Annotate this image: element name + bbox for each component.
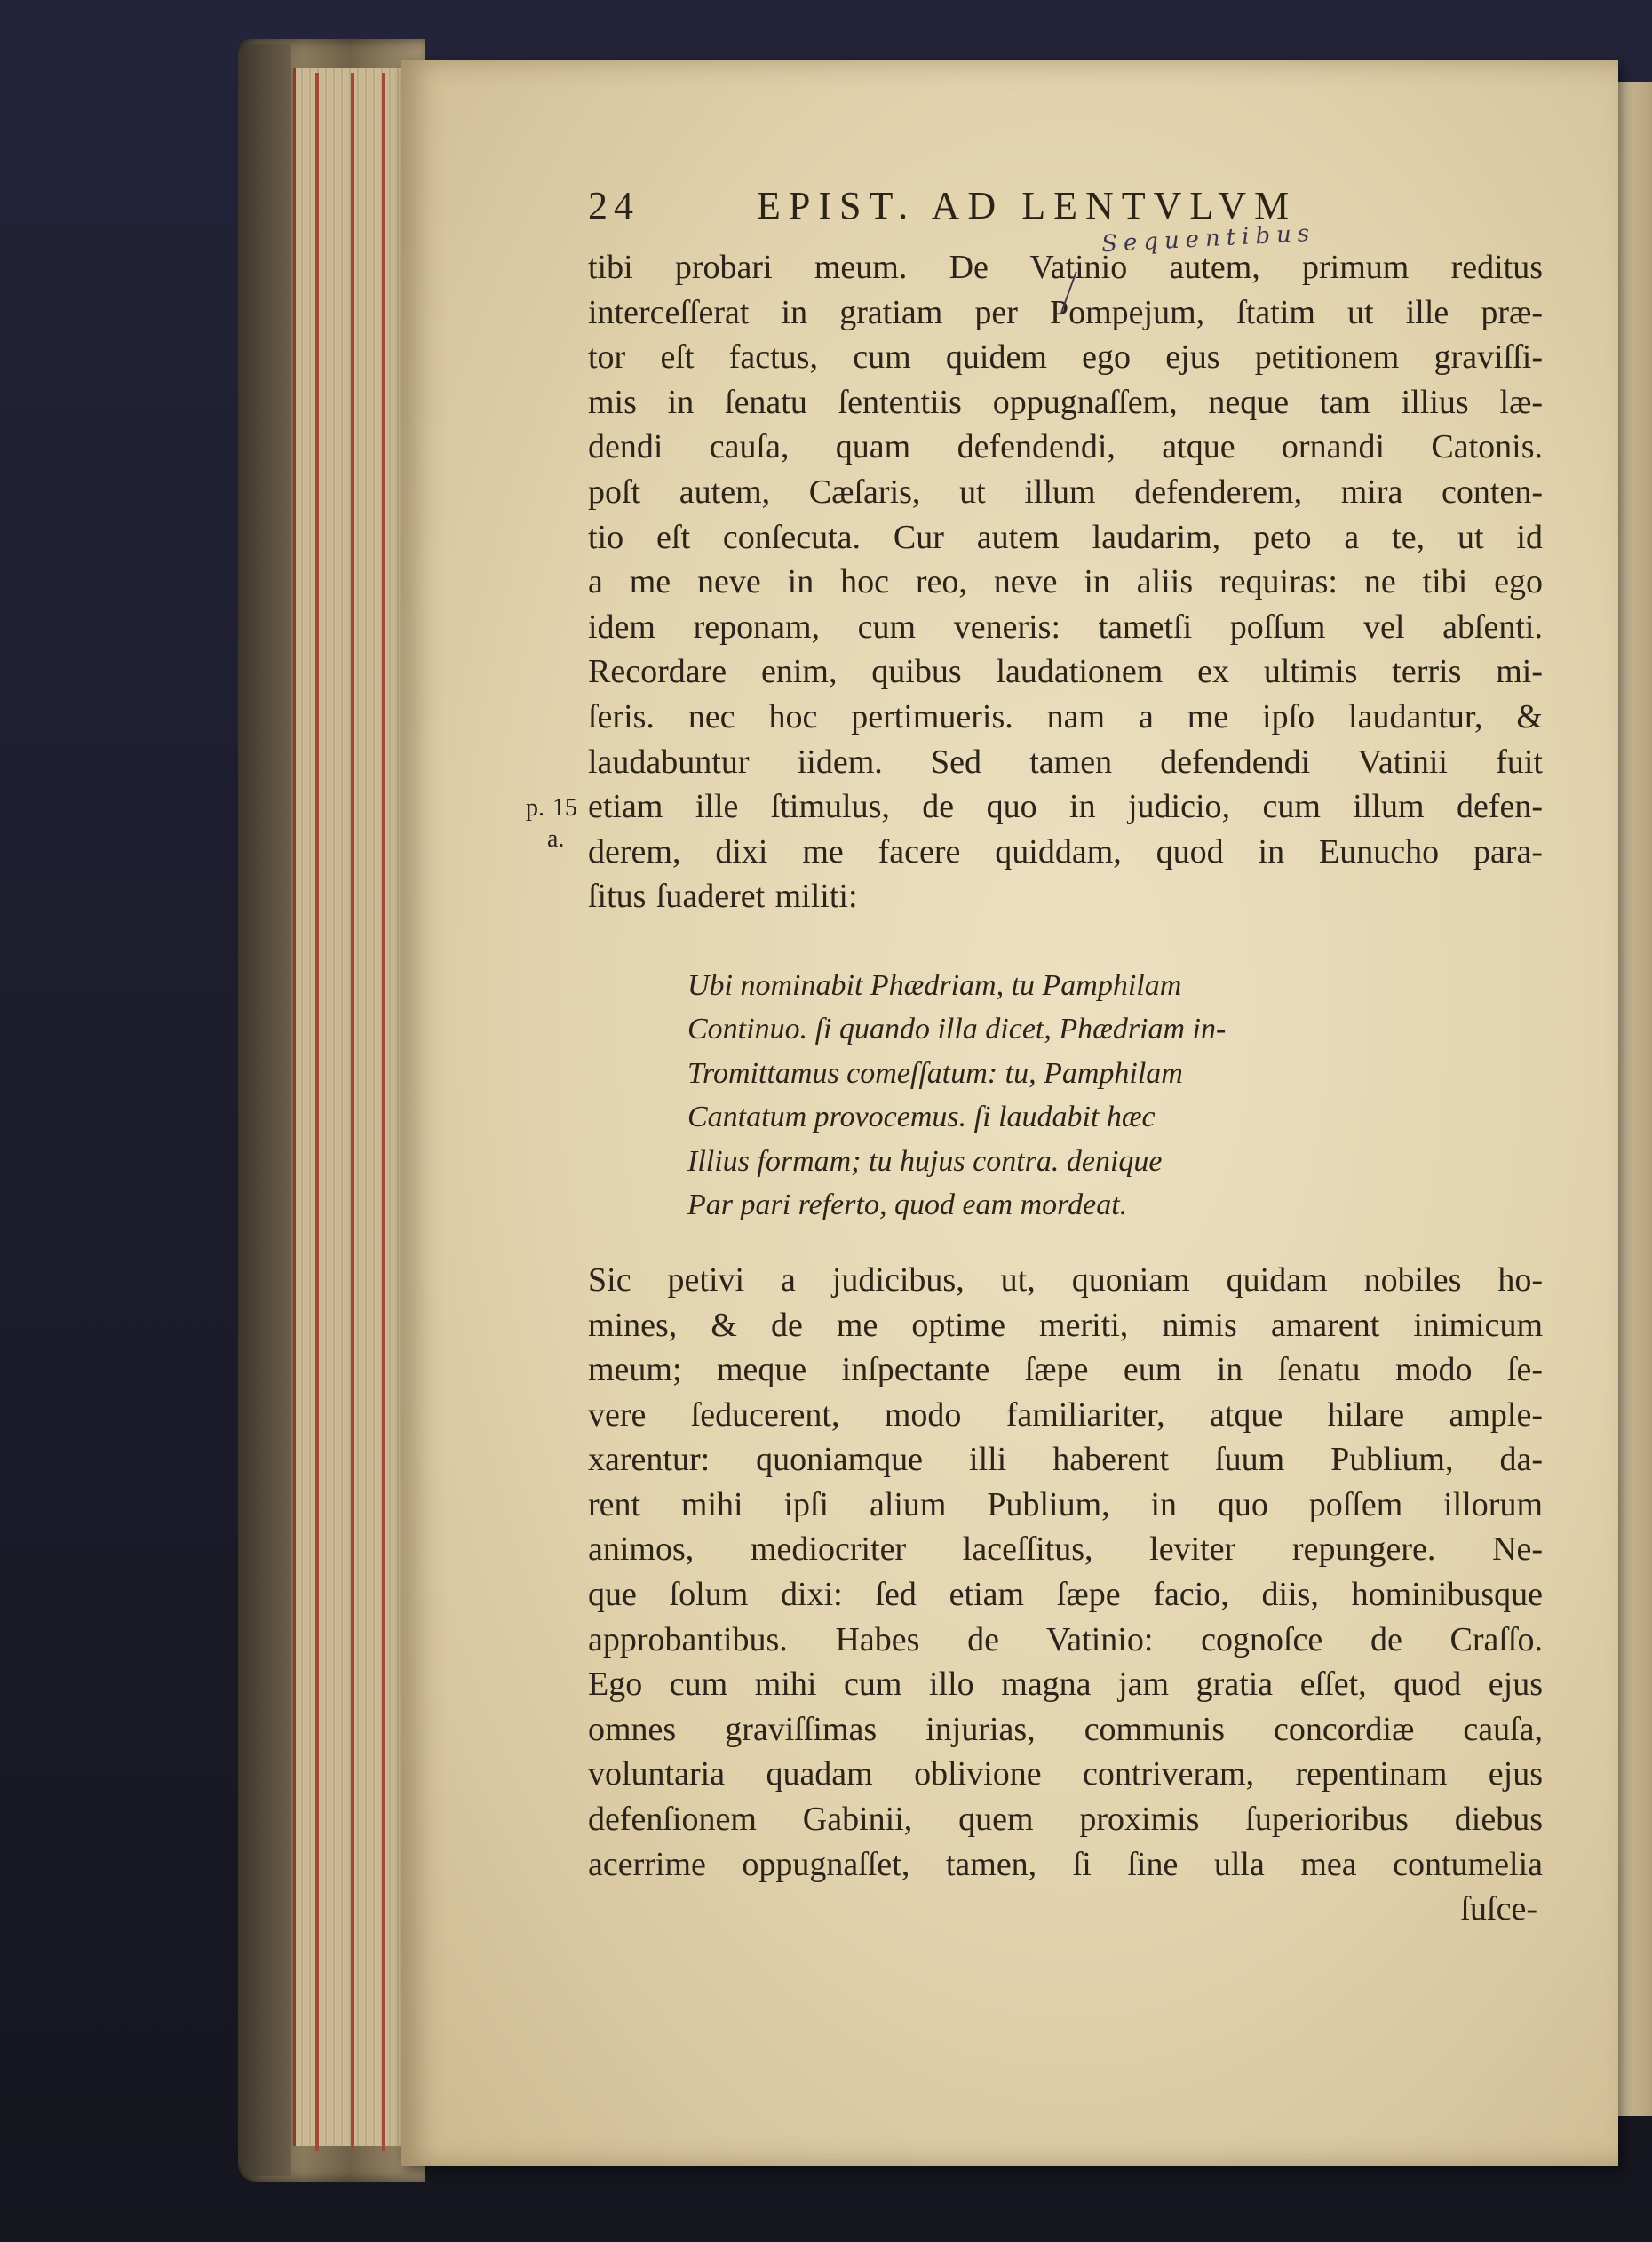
text-line: Recordare enim, quibus laudationem ex ultimis terris mi- (588, 653, 1543, 691)
text-line: ſeris. nec hoc pertimueris. nam a me ipſo laudantur, & (588, 697, 1543, 735)
text-line: omnes graviſſimas injurias, communis concordiæ cauſa, (588, 1710, 1543, 1748)
handwritten-annotation: Sequentibus (1100, 219, 1316, 258)
paragraph-1 (526, 245, 1543, 919)
red-page-edge (315, 73, 319, 2151)
margin-reference: a. (547, 824, 565, 853)
cover-board (238, 44, 291, 2176)
text-line: que ſolum dixi: ſed etiam ſæpe facio, diis, hominibusque (588, 1576, 1543, 1614)
text-line: tor eſt factus, cum quidem ego ejus petitionem graviſſi- (588, 338, 1543, 377)
verse-line: Cantatum provocemus. ſi laudabit hæc (687, 1101, 1156, 1134)
text-line: poſt autem, Cæſaris, ut illum defenderem, mira conten- (588, 473, 1543, 511)
text-line: acerrime oppugnaſſet, tamen, ſi ſine ulla mea contumelia (588, 1845, 1543, 1883)
catchword: ſuſce- (1460, 1890, 1537, 1928)
text-line: tio eſt conſecuta. Cur autem laudarim, peto a te, ut id (588, 518, 1543, 556)
text-line: Sic petivi a judicibus, ut, quoniam quidam nobiles ho- (588, 1260, 1543, 1299)
text-line: mines, & de me optime meriti, nimis amarent inimicum (588, 1306, 1543, 1344)
page-number: 24 (588, 184, 639, 227)
book-page (401, 60, 1618, 2166)
text-line: tibi probari meum. De Vatinio autem, primum reditus (588, 249, 1543, 286)
red-page-edge (382, 73, 385, 2151)
text-line: idem reponam, cum veneris: tametſi poſſum vel abſenti. (588, 608, 1543, 646)
verse-line: Illius formam; tu hujus contra. denique (687, 1144, 1163, 1178)
text-line: interceſſerat in gratiam per Pompejum, ſtatim ut ille præ- (588, 293, 1543, 331)
text-line: laudabuntur iidem. Sed tamen defendendi Vatinii fuit (588, 743, 1543, 781)
text-line: rent mihi ipſi alium Publium, in quo poſſem illorum (588, 1485, 1543, 1523)
paragraph-2 (588, 1258, 1543, 1887)
text-line: xarentur: quoniamque illi haberent ſuum Publium, da- (588, 1441, 1543, 1479)
verse-quotation (687, 964, 1543, 1228)
margin-reference: p. 15 (526, 794, 577, 823)
page-text-block (526, 183, 1543, 1932)
text-line (526, 784, 1543, 830)
text-line: animos, mediocriter laceſſitus, leviter repungere. Ne- (588, 1530, 1543, 1569)
text-line: vere ſeducerent, modo familiariter, atque hilare ample- (588, 1395, 1543, 1434)
text-line: voluntaria quadam oblivione contriveram, repentinam ejus (588, 1755, 1543, 1793)
text-line (547, 824, 1543, 875)
text-line: mis in ſenatu ſententiis oppugnaſſem, neque tam illius læ- (588, 383, 1543, 421)
text-line: meum; meque inſpectante ſæpe eum in ſenatu modo ſe- (588, 1351, 1543, 1389)
verse-line: Tromittamus comeſſatum: tu, Pamphilam (687, 1056, 1183, 1090)
text-line: ſitus ſuaderet militi: (588, 878, 858, 916)
text-line-content: derem, dixi me facere quiddam, quod in Eunucho para- (588, 832, 1543, 871)
text-line: a me neve in hoc reo, neve in aliis requiras: ne tibi ego (588, 563, 1543, 601)
text-line: defenſionem Gabinii, quem proximis ſuperioribus diebus (588, 1801, 1543, 1839)
verse-line: Continuo. ſi quando illa dicet, Phædriam in- (687, 1013, 1227, 1046)
verse-line: Ubi nominabit Phædriam, tu Pamphilam (687, 968, 1182, 1002)
text-line-content: etiam ille ſtimulus, de quo in judicio, cum illum defen- (588, 788, 1543, 826)
page-header (588, 183, 1543, 258)
text-line: approbantibus. Habes de Vatinio: cognoſce de Craſſo. (588, 1620, 1543, 1658)
text-line: dendi cauſa, quam defendendi, atque ornandi Catonis. (588, 428, 1543, 466)
verse-line: Par pari referto, quod eam mordeat. (687, 1189, 1128, 1222)
red-page-edge (351, 73, 354, 2151)
text-line: Ego cum mihi cum illo magna jam gratia eſſet, quod ejus (588, 1666, 1543, 1704)
running-title: EPIST. AD LENTVLVM (757, 184, 1298, 227)
